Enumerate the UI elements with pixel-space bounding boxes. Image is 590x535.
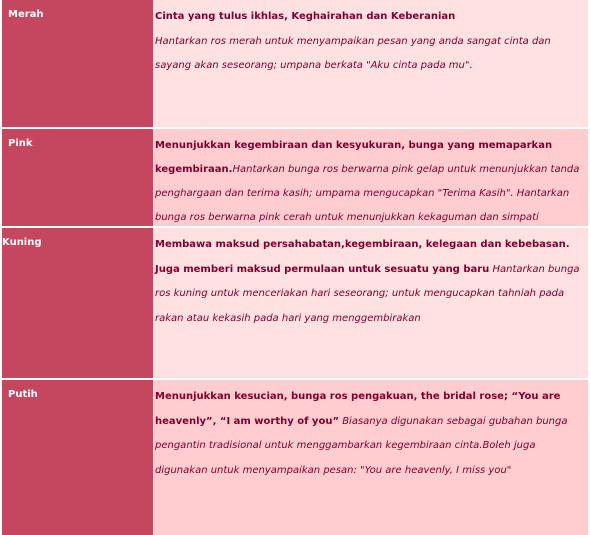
color-name: Putih <box>8 389 38 400</box>
table-row <box>0 129 590 226</box>
table-row <box>0 228 590 378</box>
meaning-lead: Cinta yang tulus ikhlas, Keghairahan dan Keberanian <box>155 11 456 22</box>
meaning-description: Biasanya digunakan sebagai gubahan bunga pengantin tradisional untuk menggambarkan kegembiraan cinta.Boleh juga digunakan untuk menyampaikan pesan: "You are heavenly, I miss you" <box>155 415 568 476</box>
color-name: Kuning <box>2 237 42 248</box>
table-row <box>0 0 590 127</box>
meaning-lead: Menunjukkan kegembiraan dan kesyukuran, bunga yang memaparkan kegembiraan. <box>155 140 553 175</box>
meaning-description: Hantarkan bunga ros berwarna pink gelap untuk menunjukkan tanda penghargaan dan terima kasih; umpama mengucapkan "Terima Kasih". Hantarkan bunga ros berwarna pink cerah untuk menunjukkan kekaguman dan simpati <box>155 164 580 223</box>
meaning-cell <box>154 129 588 226</box>
color-name-cell <box>2 0 153 127</box>
table-row <box>0 380 590 535</box>
meaning-description: Hantarkan ros merah untuk menyampaikan pesan yang anda sangat cinta dan sayang akan seseorang; umpana berkata "Aku cinta pada mu". <box>155 35 551 71</box>
meaning-cell <box>154 380 588 535</box>
color-name-cell <box>2 228 153 378</box>
color-name-cell <box>2 380 153 535</box>
meaning-lead: Menunjukkan kesucian, bunga ros pengakuan, the bridal rose; “You are heavenly”, “I am worthy of you” <box>155 391 561 427</box>
meaning-lead: Membawa maksud persahabatan,kegembiraan, kelegaan dan kebebasan. Juga memberi maksud permulaan untuk sesuatu yang baru <box>155 239 570 275</box>
meaning-cell <box>154 228 588 378</box>
color-name-cell <box>2 129 153 226</box>
color-name: Pink <box>8 138 33 149</box>
color-name: Merah <box>8 9 44 20</box>
meaning-description: Hantarkan bunga ros kuning untuk menceriakan hari seseorang; untuk mengucapkan tahniah pada rakan atau kekasih pada hari yang menggembirakan <box>155 263 580 324</box>
meaning-cell <box>154 0 588 127</box>
